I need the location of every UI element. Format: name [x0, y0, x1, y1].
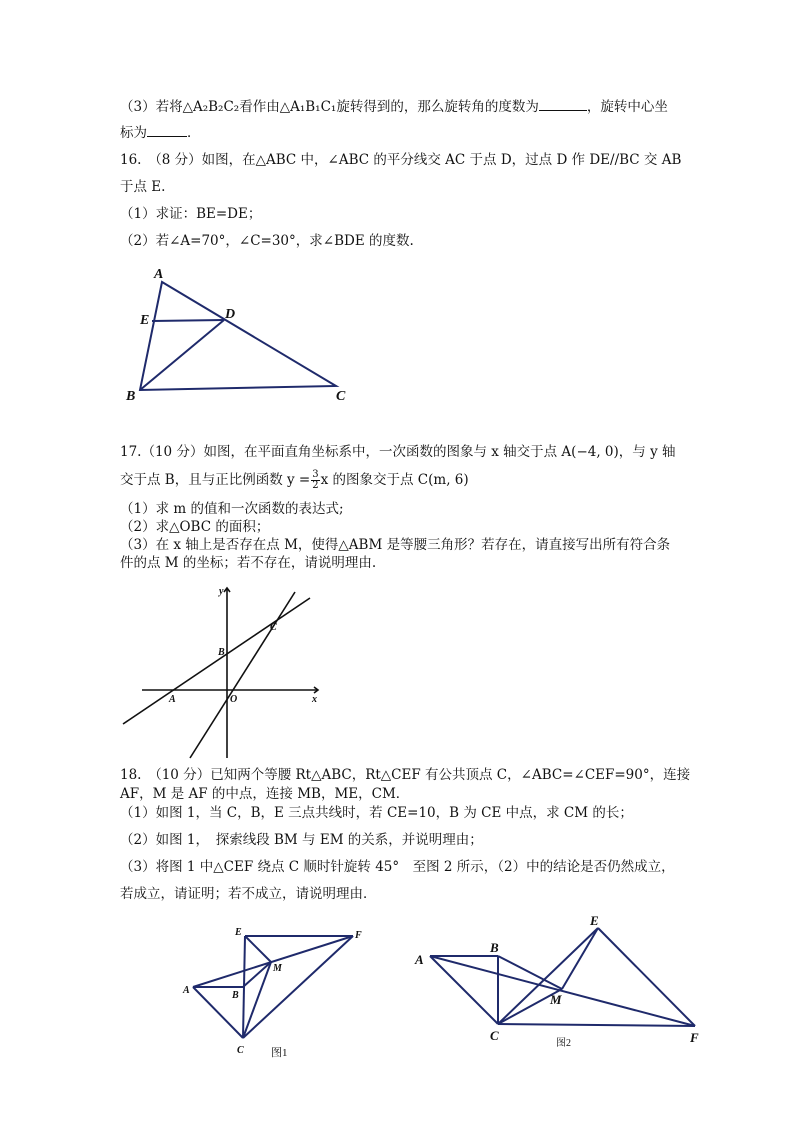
q16-stem-line1: 16. （8 分）如图，在△ABC 中，∠ABC 的平分线交 AC 于点 D，过点 D 作 DE//BC 交 AB — [120, 152, 682, 168]
q16-stem-line2: 于点 E. — [120, 179, 166, 195]
segment-cf — [498, 1024, 695, 1026]
label-d: D — [225, 307, 236, 322]
segment-ac — [430, 956, 498, 1024]
q17-part3-line2: 件的点 M 的坐标；若不存在，请说明理由. — [120, 555, 377, 571]
triangle-abc — [140, 282, 336, 390]
line-linear-function — [123, 598, 310, 724]
q16-part2: （2）若∠A=70°，∠C=30°，求∠BDE 的度数. — [120, 233, 414, 249]
label-a: A — [415, 952, 424, 967]
label-m: M — [550, 992, 562, 1007]
label-b: B — [490, 940, 499, 955]
segment-em — [245, 936, 271, 962]
figure-18-2 — [410, 910, 710, 1055]
q18-part3-line2: 若成立，请证明；若不成立，请说明理由． — [120, 886, 377, 902]
q17-part3-line1: （3）在 x 轴上是否存在点 M，使得△ABM 是等腰三角形？若存在，请直接写出所有符合条 — [120, 537, 671, 553]
q17-stem-line2 — [120, 470, 469, 491]
label-b: B — [218, 647, 225, 658]
q18-stem-line1: 18. （10 分）已知两个等腰 Rt△ABC，Rt△CEF 有公共顶点 C，∠ABC=∠CEF=90°，连接 — [120, 767, 691, 783]
q15-part3-line2 — [120, 124, 201, 142]
label-c: C — [270, 622, 277, 633]
figure-17 — [120, 582, 320, 762]
q15-part3-text-c: 标为 — [120, 125, 147, 141]
label-a: A — [154, 267, 164, 282]
label-b: B — [232, 990, 239, 1001]
q17-stem-line1: 17.（10 分）如图，在平面直角坐标系中，一次函数的图象与 x 轴交于点 A(−4, 0)，与 y 轴 — [120, 444, 676, 460]
q16-part1: （1）求证：BE=DE； — [120, 206, 262, 222]
label-f: F — [355, 930, 362, 941]
fraction-denominator: 2 — [312, 480, 319, 491]
q18-part1: （1）如图 1，当 C，B，E 三点共线时，若 CE=10，B 为 CE 中点，求 CM 的长； — [120, 805, 633, 821]
label-x-axis: x — [312, 694, 317, 705]
label-b: B — [126, 389, 136, 404]
q17-stem-text-a: 交于点 B，且与正比例函数 y = — [120, 472, 311, 488]
segment-af — [193, 936, 353, 987]
label-a: A — [183, 985, 190, 996]
label-e: E — [140, 313, 150, 328]
fraction-three-halves — [311, 470, 319, 491]
label-e: E — [235, 927, 242, 938]
caption-figure-2: 图2 — [556, 1038, 571, 1049]
segment-ce — [498, 928, 598, 1024]
figure-18-1 — [175, 920, 375, 1070]
segment-de — [152, 320, 224, 321]
label-y-axis: y — [219, 586, 224, 597]
figure-16 — [120, 262, 360, 412]
q18-part3-line1: （3）将图 1 中△CEF 绕点 C 顺时针旋转 45° 至图 2 所示，（2）中的结论是否仍然成立， — [120, 859, 675, 875]
q15-part3-text-d: ． — [187, 125, 201, 141]
q17-part2: （2）求△OBC 的面积； — [120, 519, 270, 535]
segment-af — [430, 956, 695, 1026]
label-e: E — [590, 913, 599, 928]
q17-stem-text-b: x 的图象交于点 C(m, 6) — [320, 472, 469, 488]
label-c: C — [336, 389, 346, 404]
caption-figure-1: 图1 — [271, 1047, 288, 1059]
answer-blank[interactable] — [147, 124, 187, 137]
fraction-numerator: 3 — [312, 469, 319, 480]
label-c: C — [237, 1045, 244, 1056]
label-c: C — [490, 1028, 499, 1043]
q18-stem-line2: AF，M 是 AF 的中点，连接 MB，ME，CM． — [120, 786, 410, 802]
q18-part2: （2）如图 1， 探索线段 BM 与 EM 的关系，并说明理由； — [120, 832, 483, 848]
segment-ef — [598, 928, 695, 1026]
label-f: F — [690, 1030, 699, 1045]
q15-part3-text-b: ，旋转中心坐 — [586, 99, 668, 115]
q15-part3-line1 — [120, 98, 668, 116]
label-a: A — [169, 694, 176, 705]
label-m: M — [273, 963, 282, 974]
q17-part1: （1）求 m 的值和一次函数的表达式; — [120, 501, 344, 517]
q15-part3-text-a: （3）若将△A₂B₂C₂看作由△A₁B₁C₁旋转得到的，那么旋转角的度数为 — [120, 99, 539, 115]
line-proportional-function — [190, 592, 295, 758]
answer-blank[interactable] — [539, 98, 587, 111]
label-o: O — [230, 694, 238, 705]
